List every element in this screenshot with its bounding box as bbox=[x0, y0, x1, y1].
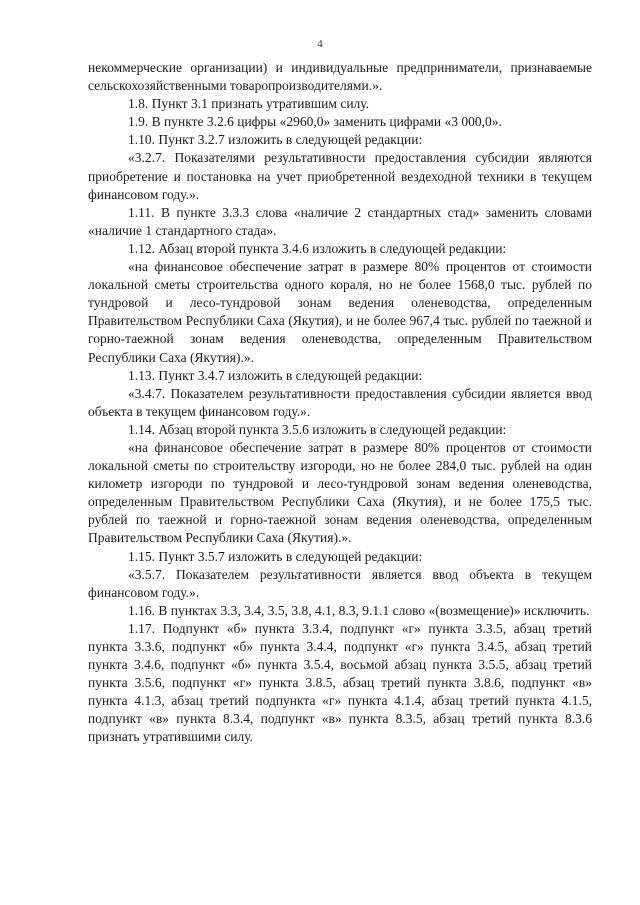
document-body bbox=[88, 59, 592, 747]
paragraph-1-17: 1.17. Подпункт «б» пункта 3.3.4, подпункт «г» пункта 3.3.5, абзац третий пункта 3.3.6, подпункт «б» пункта 3.4.4, подпункт «г» пункта 3.4.5, абзац третий пункта 3.4.6, подпункт «б» пункта 3.5.4, восьмой абзац пункта 3.5.5, абзац третий пункта 3.5.6, подпункт «г» пункта 3.8.5, абзац третий пункта 3.8.6, подпункт «в» пункта 4.1.3, абзац третий подпункта «г» пункта 4.1.4, абзац третий пункта 4.1.5, подпункт «в» пункта 8.3.4, подпункт «в» пункта 8.3.5, абзац третий пункта 8.3.6 признать утратившими силу. bbox=[88, 620, 592, 745]
paragraph-1-15: 1.15. Пункт 3.5.7 изложить в следующей редакции: bbox=[128, 548, 423, 564]
paragraph-1-14: 1.14. Абзац второй пункта 3.5.6 изложить в следующей редакции: bbox=[128, 421, 507, 437]
paragraph-3-4-6-quote: «на финансовое обеспечение затрат в размере 80% процентов от стоимости локальной сметы строительства одного кораля, но не более 1568,0 тыс. рублей по тундровой и лесо-тундровой зонам ведения оленеводства, определенным Правительством Республики Саха (Якутия), и не более 967,4 тыс. рублей по таежной и горно-таежной зонам ведения оленеводства, определенным Правительством Республики Саха (Якутия).». bbox=[88, 259, 592, 365]
paragraph-3-4-7-quote: «3.4.7. Показателем результативности предоставления субсидии является ввод объекта в текущем финансовом году.». bbox=[88, 385, 592, 419]
paragraph-3-2-7-quote: «3.2.7. Показателями результативности предоставления субсидии являются приобретение и постановка на учет приобретенной вездеходной техники в текущем финансовом году.». bbox=[88, 150, 592, 202]
paragraph-1-16: 1.16. В пунктах 3.3, 3.4, 3.5, 3.8, 4.1, 8.3, 9.1.1 слово «(возмещение)» исключить. bbox=[128, 602, 590, 618]
paragraph-3-5-7-quote: «3.5.7. Показателем результативности является ввод объекта в текущем финансовом году.». bbox=[88, 566, 592, 600]
paragraph-1-10: 1.10. Пункт 3.2.7 изложить в следующей редакции: bbox=[128, 132, 423, 148]
paragraph-1-11: 1.11. В пункте 3.3.3 слова «наличие 2 стандартных стад» заменить словами «наличие 1 стандартного стада». bbox=[88, 204, 592, 238]
paragraph-continuation: некоммерческие организации) и индивидуальные предприниматели, признаваемые сельскохозяйственными товаропроизводителями.». bbox=[88, 60, 592, 94]
page-number: 4 bbox=[317, 38, 323, 50]
paragraph-1-13: 1.13. Пункт 3.4.7 изложить в следующей редакции: bbox=[128, 367, 423, 383]
paragraph-1-8: 1.8. Пункт 3.1 признать утратившим силу. bbox=[128, 96, 370, 112]
paragraph-3-5-6-quote: «на финансовое обеспечение затрат в размере 80% процентов от стоимости локальной сметы по строительству изгороди, но не более 284,0 тыс. рублей на один километр изгороди по тундровой и лесо-тундровой зонам ведения оленеводства, определенным Правительством Республики Саха (Якутия), и не более 175,5 тыс. рублей по таежной и горно-таежной зонам ведения оленеводства, определенным Правительством Республики Саха (Якутия).». bbox=[88, 439, 592, 546]
paragraph-1-9: 1.9. В пункте 3.2.6 цифры «2960,0» заменить цифрами «3 000,0». bbox=[128, 114, 502, 130]
paragraph-1-12: 1.12. Абзац второй пункта 3.4.6 изложить в следующей редакции: bbox=[128, 240, 507, 256]
